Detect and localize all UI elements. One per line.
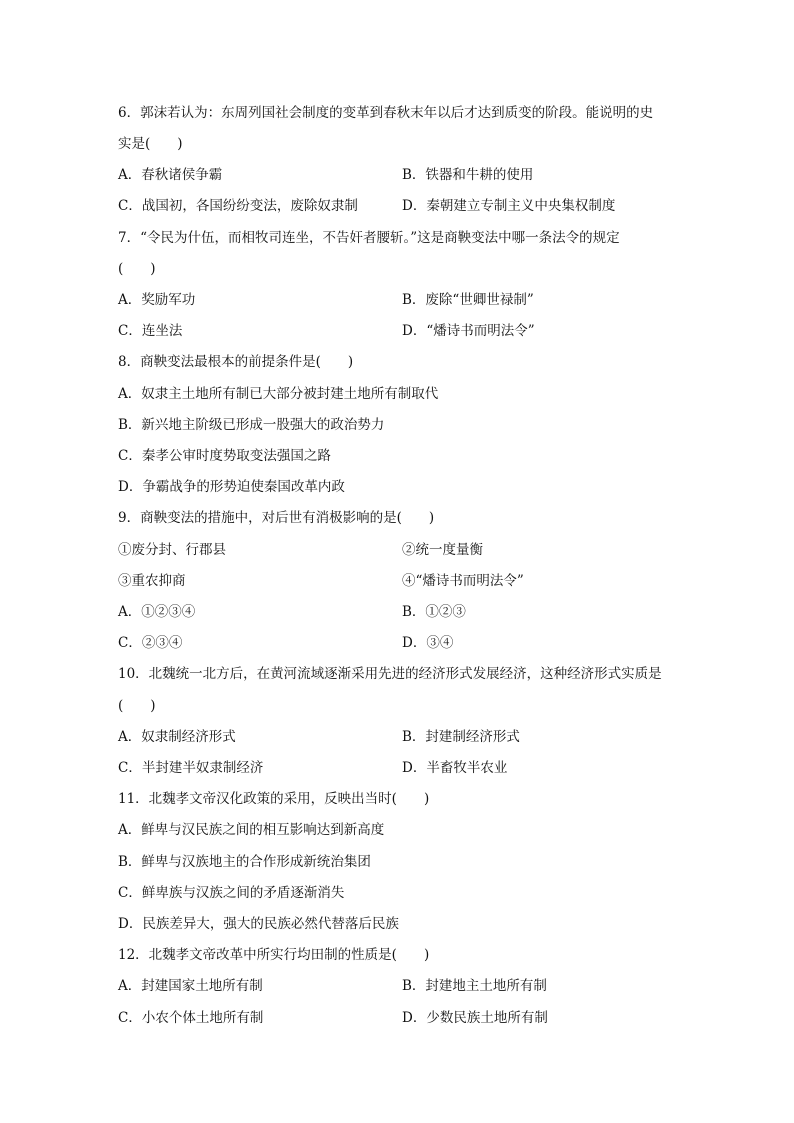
question-10-option-d: D．半畜牧半农业 [402,760,508,776]
question-8-option-c: C．秦孝公审时度势取变法强国之路 [118,448,331,464]
question-8-option-a: A．奴隶主土地所有制已大部分被封建土地所有制取代 [118,386,439,402]
question-8-option-b: B．新兴地主阶级已形成一股强大的政治势力 [118,417,385,433]
question-7-option-b: B．废除“世卿世禄制” [402,292,534,308]
question-10-option-c: C．半封建半奴隶制经济 [118,760,264,776]
question-11-option-c: C．鲜卑族与汉族之间的矛盾逐渐消失 [118,885,345,901]
question-9-option-c: C．②③④ [118,635,183,651]
question-10-stem-line-2: ( ) [118,698,156,714]
question-12-stem: 12．北魏孝文帝改革中所实行均田制的性质是( ) [118,947,430,963]
question-11-option-a: A．鲜卑与汉民族之间的相互影响达到新高度 [118,822,385,838]
question-6-option-a: A．春秋诸侯争霸 [118,167,223,183]
question-10-option-b: B．封建制经济形式 [402,729,520,745]
question-6-option-c: C．战国初，各国纷纷变法，废除奴隶制 [118,198,358,214]
question-9-option-a: A．①②③④ [118,604,196,620]
question-6-option-d: D．秦朝建立专制主义中央集权制度 [402,198,616,214]
question-9-option-d: D．③④ [402,635,454,651]
question-12-option-a: A．封建国家土地所有制 [118,978,263,994]
question-9-item-1: ①废分封、行郡县 [118,542,226,558]
question-8-option-d: D．争霸战争的形势迫使秦国改革内政 [118,479,345,495]
question-11-stem: 11．北魏孝文帝汉化政策的采用，反映出当时( ) [118,791,430,807]
question-12-option-b: B．封建地主土地所有制 [402,978,547,994]
question-8-stem: 8．商鞅变法最根本的前提条件是( ) [118,354,354,370]
question-7-option-d: D．“燔诗书而明法令” [402,323,535,339]
question-7-stem-line-2: ( ) [118,261,156,277]
question-9-item-4: ④“燔诗书而明法令” [402,573,524,589]
question-7-stem-line-1: 7．“令民为什伍，而相牧司连坐，不告奸者腰斩。”这是商鞅变法中哪一条法令的规定 [118,230,620,246]
question-6-stem-line-1: 6．郭沫若认为：东周列国社会制度的变革到春秋末年以后才达到质变的阶段。能说明的史 [118,105,654,121]
question-7-option-a: A．奖励军功 [118,292,196,308]
question-6-stem-line-2: 实是( ) [118,136,183,152]
question-6-option-b: B．铁器和牛耕的使用 [402,167,534,183]
question-9-item-2: ②统一度量衡 [402,542,483,558]
question-9-option-b: B．①②③ [402,604,466,620]
question-11-option-b: B．鲜卑与汉族地主的合作形成新统治集团 [118,854,371,870]
question-9-stem: 9．商鞅变法的措施中，对后世有消极影响的是( ) [118,510,435,526]
question-10-stem-line-1: 10．北魏统一北方后，在黄河流域逐渐采用先进的经济形式发展经济，这种经济形式实质是 [118,666,662,682]
question-7-option-c: C．连坐法 [118,323,183,339]
question-9-item-3: ③重农抑商 [118,573,186,589]
question-11-option-d: D．民族差异大，强大的民族必然代替落后民族 [118,916,399,932]
question-10-option-a: A．奴隶制经济形式 [118,729,236,745]
question-12-option-c: C．小农个体土地所有制 [118,1010,264,1026]
question-12-option-d: D．少数民族土地所有制 [402,1010,548,1026]
